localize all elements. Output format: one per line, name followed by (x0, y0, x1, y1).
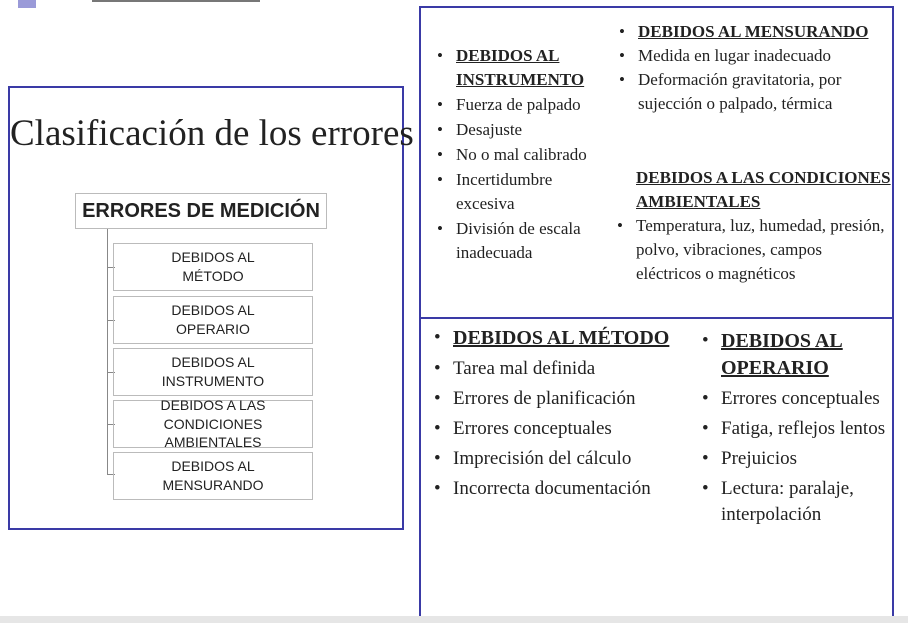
list-item: • Desajuste (437, 118, 612, 142)
slide-decoration (18, 0, 36, 8)
node-metodo: DEBIDOS AL MÉTODO (113, 243, 313, 291)
slide-decoration-line (92, 0, 260, 2)
ambientales-section (617, 166, 891, 286)
bottom-strip (0, 616, 908, 623)
page-title: Clasificación de los errores (10, 113, 414, 154)
list-item: • Prejuicios (702, 446, 892, 472)
list-item: • Incorrecta documentación (434, 476, 674, 502)
metodo-section (434, 325, 674, 506)
instrumento-section (437, 44, 612, 266)
list-item: • No o mal calibrado (437, 143, 612, 167)
list-item: • Tarea mal definida (434, 356, 674, 382)
list-item: • Incertidumbre excesiva (437, 168, 612, 216)
metodo-heading: DEBIDOS AL MÉTODO (453, 327, 670, 349)
list-item: • Medida en lugar inadecuado (619, 44, 891, 68)
list-item: • División de escala inadecuada (437, 217, 612, 265)
operario-section (702, 328, 892, 532)
ambientales-heading: DEBIDOS A LAS CONDICIONES AMBIENTALES (636, 168, 891, 211)
list-item: • Fatiga, reflejos lentos (702, 416, 892, 442)
root-node: ERRORES DE MEDICIÓN (75, 193, 327, 229)
instrumento-heading: DEBIDOS AL INSTRUMENTO (456, 46, 585, 89)
operario-heading: DEBIDOS AL OPERARIO (721, 330, 843, 379)
list-item: • Lectura: paralaje, interpolación (702, 476, 892, 528)
node-instrumento: DEBIDOS AL INSTRUMENTO (113, 348, 313, 396)
list-item: • Errores conceptuales (702, 386, 892, 412)
node-operario: DEBIDOS AL OPERARIO (113, 296, 313, 344)
tree-connector (107, 229, 108, 474)
list-item: • Temperatura, luz, humedad, presión, polvo, vibraciones, campos eléctricos o magnéticos (617, 214, 891, 286)
list-item: • Deformación gravitatoria, por sujección o palpado, térmica (619, 68, 891, 116)
panel-divider (419, 317, 894, 319)
list-item: • Fuerza de palpado (437, 93, 612, 117)
list-item: • Errores de planificación (434, 386, 674, 412)
mensurando-section (619, 20, 891, 116)
node-condiciones-ambientales: DEBIDOS A LAS CONDICIONES AMBIENTALES (113, 400, 313, 448)
mensurando-heading: DEBIDOS AL MENSURANDO (638, 22, 869, 41)
list-item: • Imprecisión del cálculo (434, 446, 674, 472)
node-mensurando: DEBIDOS AL MENSURANDO (113, 452, 313, 500)
list-item: • Errores conceptuales (434, 416, 674, 442)
